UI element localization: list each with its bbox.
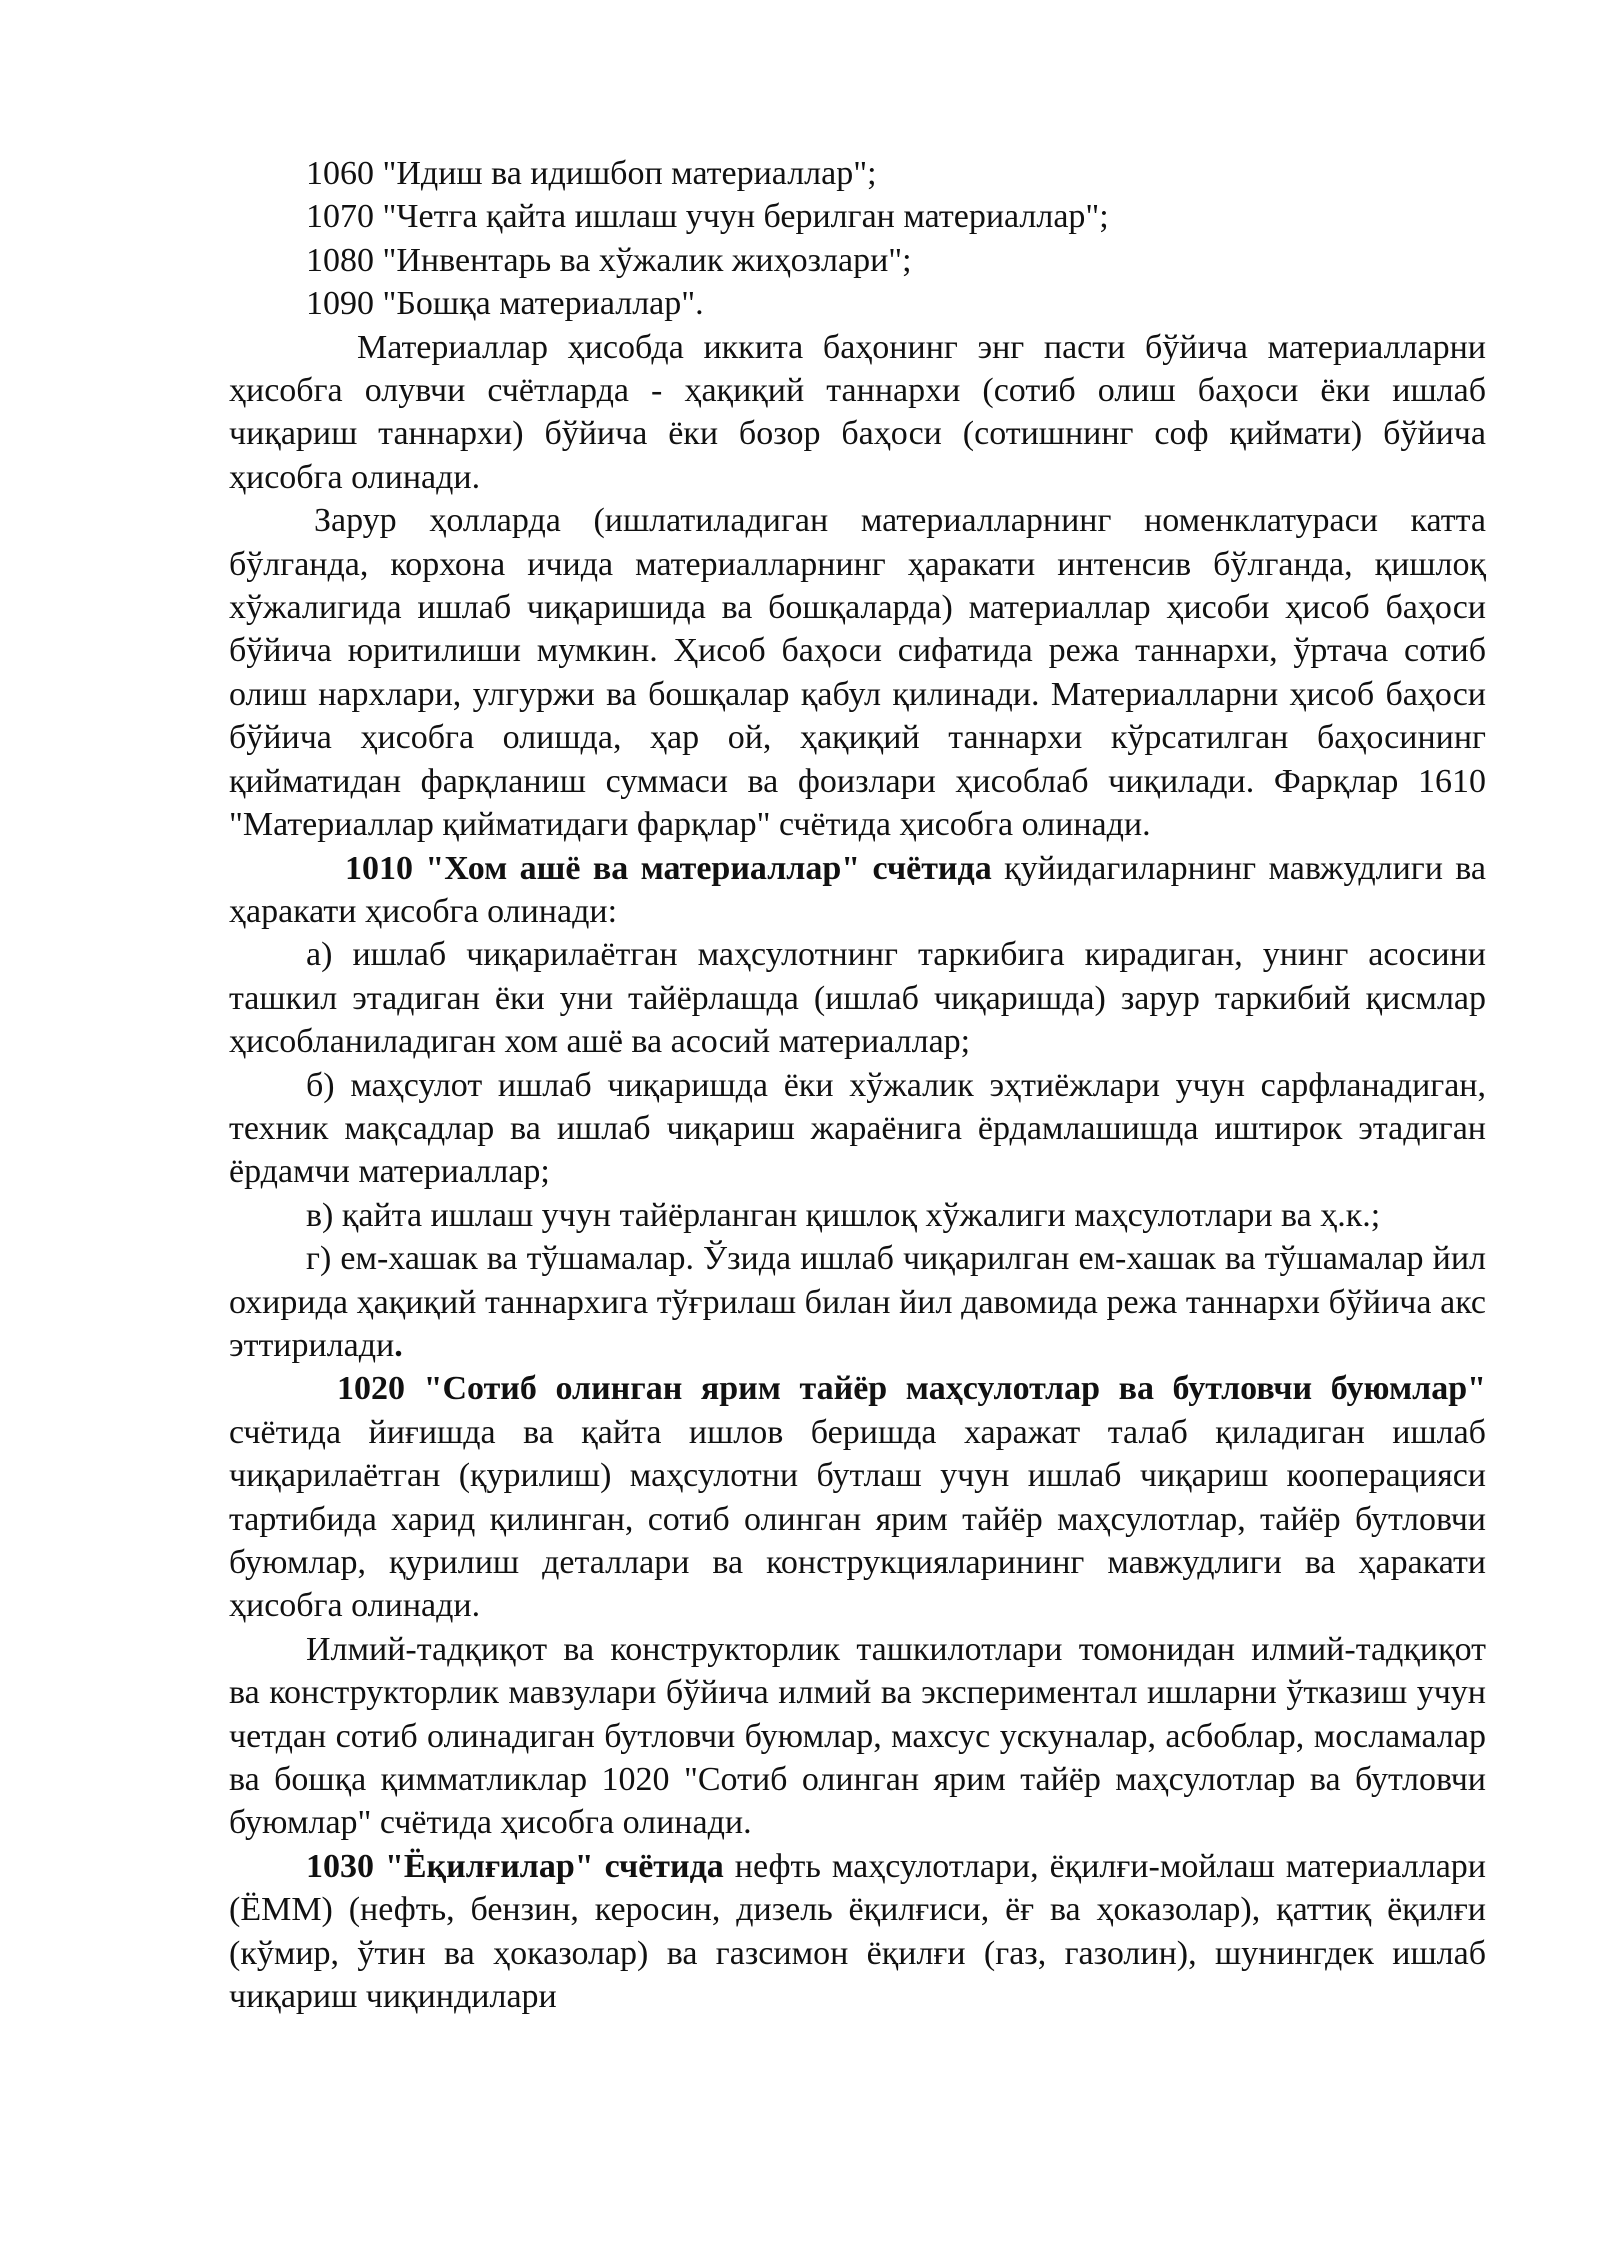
item-g-text: г) ем-хашак ва тўшамалар. Ўзида ишлаб чиқарилган ем-хашак ва тўшамалар йил охирида ҳақиқий таннархига тўғрилаш билан йил давомида режа таннархи бўйича акс эттирилади bbox=[229, 1240, 1486, 1364]
account-1010-paragraph bbox=[229, 847, 1486, 934]
accounting-price-paragraph: Зарур ҳолларда (ишлатиладиган материалларнинг номенклатураси катта бўлганда, корхона ичида материалларнинг ҳаракати интенсив бўлганда, қишлоқ хўжалигида ишлаб чиқаришида ва бошқаларда) материаллар ҳисоби ҳисоб баҳоси бўйича юритилиши мумкин. Ҳисоб баҳоси сифатида режа таннархи, ўртача сотиб олиш нархлари, улгуржи ва бошқалар қабул қилинади. Материалларни ҳисоб баҳоси бўйича ҳисобга олишда, ҳар ой, ҳақиқий таннархи кўрсатилган баҳосининг қийматидан фарқланиш суммаси ва фоизлари ҳисоблаб чиқилади. Фарқлар 1610 "Материаллар қийматидаги фарқлар" счётида ҳисобга олинади. bbox=[229, 502, 1486, 844]
account-1020-text: счётида йиғишда ва қайта ишлов беришда харажат талаб қиладиган ишлаб чиқарилаётган (қурилиш) маҳсулотни бутлаш учун ишлаб чиқариш кооперацияси тартибида харид қилинган, сотиб олинган ярим тайёр маҳсулотлар, тайёр бутловчи буюмлар, қурилиш деталлари ва конструкцияларининг мавжудлиги ва ҳаракати ҳисобга олинади. bbox=[229, 1413, 1486, 1625]
account-1010-heading: 1010 "Хом ашё ва материаллар" счётида bbox=[345, 849, 992, 887]
item-a-paragraph: а) ишлаб чиқарилаётган маҳсулотнинг таркибига кирадиган, унинг асосини ташкил этадиган ёки уни тайёрлашда (ишлаб чиқаришда) зарур таркибий қисмлар ҳисобланиладиган хом ашё ва асосий материаллар; bbox=[229, 936, 1486, 1061]
account-list-item: 1060 "Идиш ва идишбоп материаллар"; bbox=[306, 155, 877, 192]
account-1030-heading: 1030 "Ёқилғилар" счётида bbox=[306, 1847, 724, 1885]
account-1020-paragraph bbox=[229, 1367, 1486, 1627]
item-g-paragraph bbox=[229, 1237, 1486, 1367]
research-paragraph: Илмий-тадқиқот ва конструкторлик ташкилотлари томонидан илмий-тадқиқот ва конструкторлик мавзулари бўйича илмий ва экспериментал ишларни ўтказиш учун четдан сотиб олинадиган бутловчи буюмлар, махсус ускуналар, асбоблар, мосламалар ва бошқа қимматликлар 1020 "Сотиб олинган ярим тайёр маҳсулотлар ва бутловчи буюмлар" счётида ҳисобга олинади. bbox=[229, 1630, 1486, 1842]
account-1030-paragraph bbox=[229, 1845, 1486, 2019]
item-g-end: . bbox=[394, 1326, 403, 1364]
item-b-paragraph: б) маҳсулот ишлаб чиқаришда ёки хўжалик эҳтиёжлари учун сарфланадиган, техник мақсадлар ва ишлаб чиқариш жараёнига ёрдамлашишда иштирок этадиган ёрдамчи материаллар; bbox=[229, 1066, 1486, 1191]
valuation-paragraph: Материаллар ҳисобда иккита баҳонинг энг пасти бўйича материалларни ҳисобга олувчи счётларда - ҳақиқий таннархи (сотиб олиш баҳоси ёки ишлаб чиқариш таннархи) бўйича ёки бозор баҳоси (сотишнинг соф қиймати) бўйича ҳисобга олинади. bbox=[229, 328, 1486, 496]
account-1020-heading: 1020 "Сотиб олинган ярим тайёр маҳсулотлар ва бутловчи буюмлар" bbox=[337, 1370, 1486, 1408]
document-page bbox=[229, 152, 1486, 2018]
account-list-item: 1090 "Бошқа материаллар". bbox=[306, 285, 704, 323]
account-list-item: 1070 "Четга қайта ишлаш учун берилган материаллар"; bbox=[306, 198, 1109, 236]
account-1010-text: қуйидагиларнинг мавжудлиги ва ҳаракати ҳисобга олинади: bbox=[229, 849, 1486, 930]
item-v-paragraph: в) қайта ишлаш учун тайёрланган қишлоқ хўжалиги маҳсулотлари ва ҳ.к.; bbox=[306, 1196, 1381, 1234]
account-1030-text: нефть маҳсулотлари, ёқилғи-мойлаш материаллари (ЁММ) (нефть, бензин, керосин, дизель ёқилғиси, ёғ ва ҳоказолар), қаттиқ ёқилғи (кўмир, ўтин ва ҳоказолар) ва газсимон ёқилғи (газ, газолин), шунингдек ишлаб чиқариш чиқиндилари bbox=[229, 1847, 1486, 2016]
account-list-item: 1080 "Инвентарь ва хўжалик жиҳозлари"; bbox=[306, 241, 912, 279]
